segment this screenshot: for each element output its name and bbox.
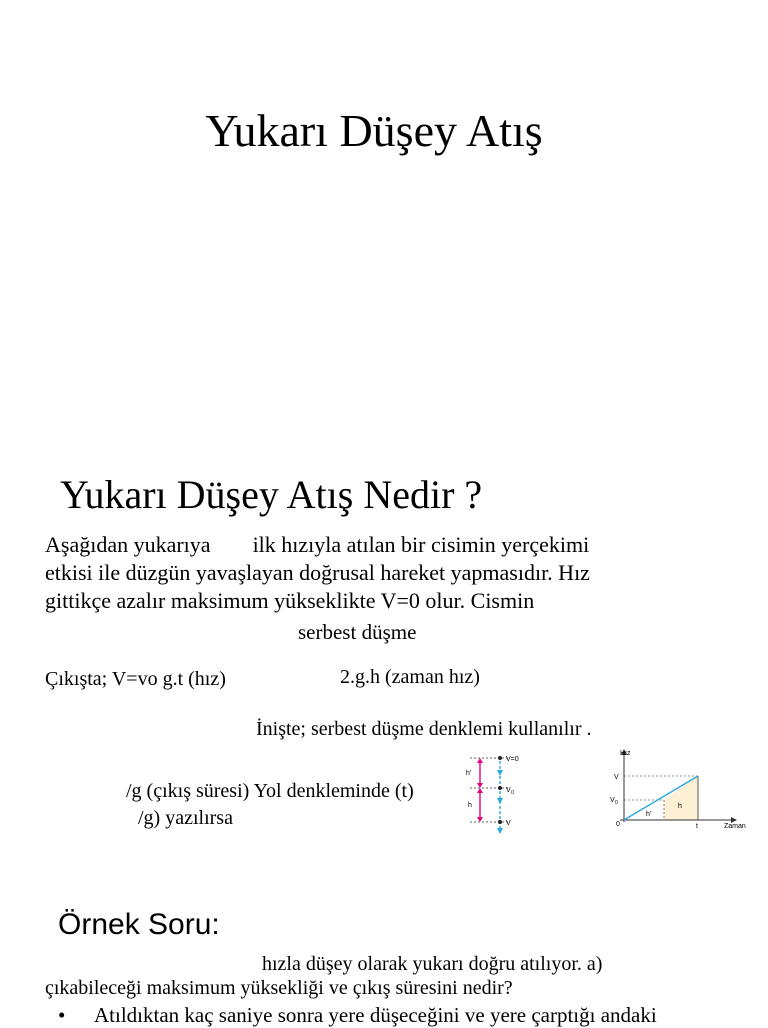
para-line-3: gittikçe azalır maksimum yükseklikte V=0 olur. Cismin bbox=[45, 588, 535, 613]
example-line-1: hızla düşey olarak yukarı doğru atılıyor. a) bbox=[262, 953, 603, 975]
vertical-throw-diagram bbox=[458, 748, 538, 838]
definition-paragraph bbox=[45, 531, 590, 615]
zaman-hiz-formula: 2.g.h (zaman hız) bbox=[340, 666, 480, 688]
graph-t-label: t bbox=[696, 823, 698, 830]
graph-h-label: h bbox=[678, 803, 682, 810]
para-line-1a: Aşağıdan yukarıya bbox=[45, 532, 211, 557]
graph-h-prime-label: h' bbox=[646, 811, 652, 818]
yazilirsa-text: /g) yazılırsa bbox=[138, 807, 233, 829]
example-line-2: çıkabileceği maksimum yüksekliği ve çıkış süresini nedir? bbox=[45, 977, 513, 999]
diagram-v0-top-label: V=0 bbox=[506, 756, 519, 763]
iniste-text: İnişte; serbest düşme denklemi kullanılır . bbox=[256, 718, 592, 740]
cikis-suresi-formula: /g (çıkış süresi) Yol denkleminde (t) bbox=[126, 780, 414, 802]
graph-x-axis-label: Zaman bbox=[724, 823, 746, 830]
bullet-dot: • bbox=[58, 1003, 66, 1027]
para-line-1b: ilk hızıyla atılan bir cisimin yerçekimi bbox=[252, 532, 590, 557]
diagram-vo-label: V bbox=[506, 787, 511, 794]
para-line-2: etkisi ile düzgün yavaşlayan doğrusal hareket yapmasıdır. Hız bbox=[45, 560, 590, 585]
graph-y-axis-label: Hız bbox=[620, 750, 631, 757]
slide-title: Yukarı Düşey Atış bbox=[205, 105, 543, 156]
bullet-text: Atıldıktan kaç saniye sonra yere düşeceğini ve yere çarptığı andaki bbox=[94, 1003, 657, 1027]
graph-v-label: V bbox=[614, 774, 619, 781]
graph-v0-label: V bbox=[610, 797, 615, 804]
velocity-time-graph bbox=[606, 744, 766, 834]
example-heading: Örnek Soru: bbox=[58, 908, 220, 941]
diagram-h-label: h bbox=[468, 802, 472, 809]
para-line-1 bbox=[45, 531, 590, 559]
diagram-v-bottom-label: V bbox=[506, 820, 511, 827]
graph-v0-sub: 0 bbox=[615, 800, 618, 806]
graph-origin-label: 0 bbox=[616, 821, 620, 828]
serbest-dusme-text: serbest düşme bbox=[298, 620, 417, 644]
example-bullet bbox=[58, 1003, 657, 1028]
cikista-formula: Çıkışta; V=vo g.t (hız) bbox=[45, 668, 226, 690]
diagram-vo-sub: 0 bbox=[511, 790, 514, 796]
section-heading: Yukarı Düşey Atış Nedir ? bbox=[60, 472, 483, 517]
diagram-h-prime-label: h' bbox=[466, 770, 472, 777]
